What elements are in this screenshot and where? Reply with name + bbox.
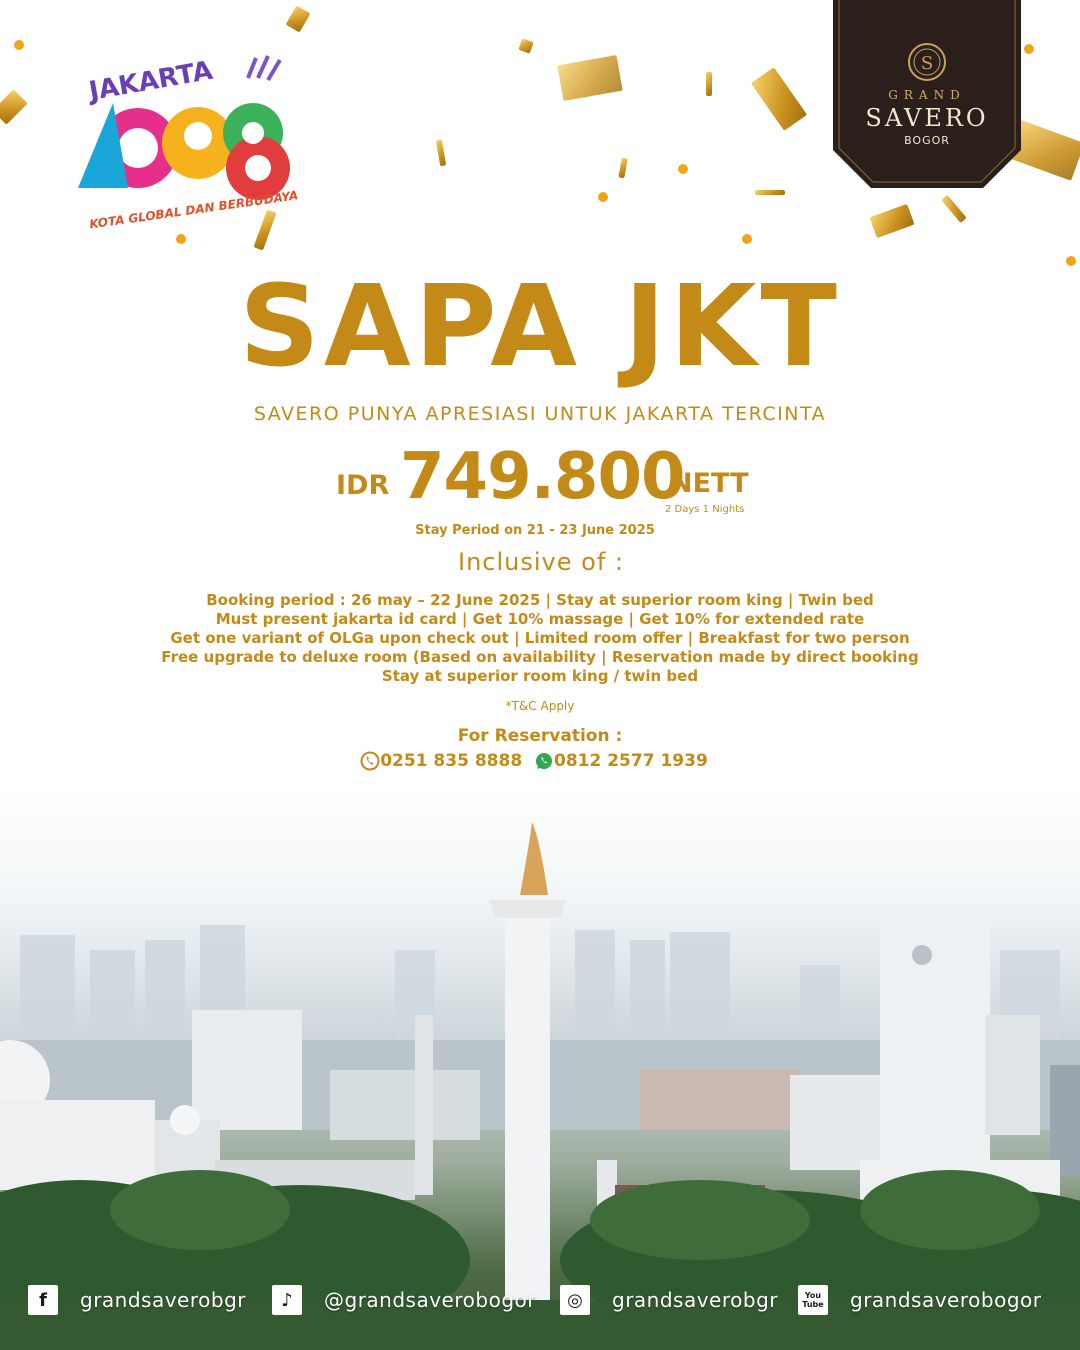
badge-hotel-name: SAVERO [865, 104, 989, 132]
confetti-dot [14, 40, 24, 50]
confetti-dot [598, 192, 608, 202]
subtitle: SAVERO PUNYA APRESIASI UNTUK JAKARTA TERCINTA [253, 403, 827, 425]
social-youtube[interactable] [798, 1282, 1041, 1318]
youtube-handle: grandsaverobogor [850, 1288, 1042, 1312]
badge-text [833, 88, 1021, 147]
tiktok-icon: ♪ [272, 1285, 302, 1315]
confetti-piece [436, 140, 446, 167]
confetti-piece [941, 195, 966, 223]
price-duration: 2 Days 1 Nights [665, 504, 745, 515]
facebook-icon: f [28, 1285, 58, 1315]
tiktok-handle: @grandsaverobogor [324, 1288, 536, 1312]
confetti-piece [557, 55, 622, 101]
instagram-handle: grandsaverobgr [612, 1288, 778, 1312]
confetti-piece [706, 72, 712, 96]
inclusive-list [0, 591, 1080, 686]
confetti-piece [751, 67, 807, 131]
badge-city: BOGOR [904, 134, 950, 147]
inclusive-line: Stay at superior room king / twin bed [381, 667, 699, 685]
badge-grand: GRAND [888, 88, 966, 102]
confetti-piece [869, 204, 914, 238]
phone-icon [360, 751, 380, 771]
headline: SAPA JKT [239, 262, 841, 392]
confetti-piece [755, 190, 785, 195]
inclusive-line: Get one variant of OLGa upon check out | Limited room offer | Breakfast for two person [170, 629, 910, 647]
instagram-icon: ◎ [560, 1285, 590, 1315]
jakarta-498-logo [58, 48, 308, 238]
facebook-handle: grandsaverobgr [80, 1288, 246, 1312]
youtube-icon: You Tube [798, 1285, 828, 1315]
price-suffix: NETT [670, 468, 749, 499]
jakarta-skyline-illustration [0, 800, 1080, 1350]
logo-top-text: JAKARTA [86, 55, 215, 107]
confetti-dot [1024, 44, 1034, 54]
phone-number[interactable]: 0251 835 8888 [380, 751, 523, 771]
confetti-piece [286, 5, 311, 32]
stay-period: Stay Period on 21 - 23 June 2025 [415, 523, 655, 538]
inclusive-line: Booking period : 26 may – 22 June 2025 | Stay at superior room king | Twin bed [206, 591, 874, 609]
inclusive-line: Free upgrade to deluxe room (Based on availability | Reservation made by direct booking [161, 648, 919, 666]
badge-monogram: S [920, 53, 934, 74]
confetti-piece [0, 89, 28, 124]
whatsapp-number[interactable]: 0812 2577 1939 [554, 751, 708, 771]
social-bar [0, 1282, 1080, 1318]
price-amount: 749.800 [400, 440, 685, 514]
reservation-label: For Reservation : [457, 726, 623, 746]
reservation-contacts [0, 751, 1068, 771]
social-facebook[interactable] [28, 1282, 246, 1318]
confetti-dot [742, 234, 752, 244]
price-currency: IDR [336, 470, 390, 501]
inclusive-line: Must present jakarta id card | Get 10% massage | Get 10% for extended rate [215, 610, 865, 628]
confetti-piece [518, 38, 533, 53]
confetti-dot [678, 164, 688, 174]
terms-note: *T&C Apply [505, 699, 575, 713]
confetti-piece [618, 158, 627, 179]
inclusive-heading: Inclusive of : [458, 548, 624, 576]
social-instagram[interactable] [560, 1282, 778, 1318]
social-tiktok[interactable] [272, 1282, 536, 1318]
whatsapp-icon [534, 751, 554, 771]
logo-tagline: KOTA GLOBAL DAN BERBUDAYA [88, 188, 299, 232]
